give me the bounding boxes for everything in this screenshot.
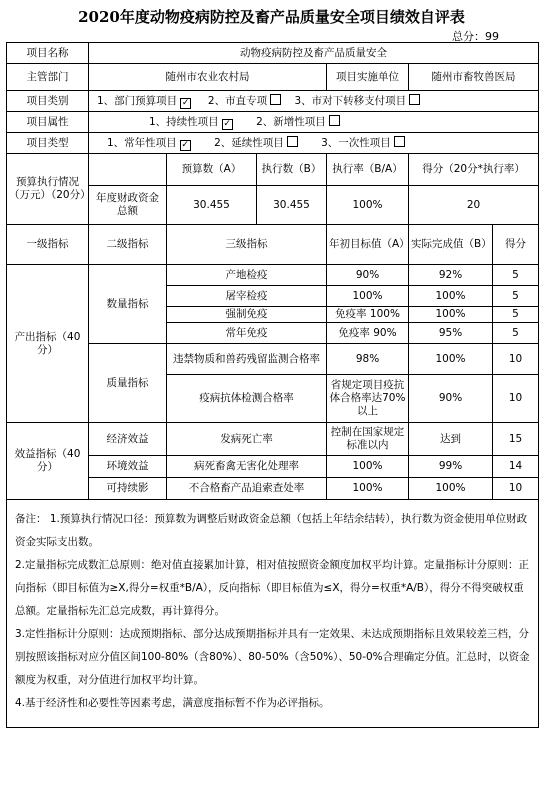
indicator-name: 强制免疫 xyxy=(167,307,327,323)
dept-label: 主管部门 xyxy=(7,64,89,91)
indicator-score: 15 xyxy=(493,423,539,456)
header-level1: 一级指标 xyxy=(7,225,89,265)
indicator-name: 发病死亡率 xyxy=(167,423,327,456)
benefit-label: 效益指标（40分） xyxy=(7,423,89,500)
indicator-actual: 95% xyxy=(409,323,493,344)
indicator-score: 10 xyxy=(493,344,539,375)
header-actual: 实际完成值（B） xyxy=(409,225,493,265)
indicator-actual: 90% xyxy=(409,375,493,423)
indicator-name: 常年免疫 xyxy=(167,323,327,344)
checkbox-icon[interactable]: ✓ xyxy=(181,97,190,108)
dept-value: 随州市农业农村局 xyxy=(89,64,327,91)
benefit-sub: 环境效益 xyxy=(89,456,167,478)
project-name-label: 项目名称 xyxy=(7,43,89,64)
category-label: 项目类别 xyxy=(7,91,89,112)
indicator-target: 免疫率 90% xyxy=(327,323,409,344)
qual-label: 质量指标 xyxy=(89,344,167,423)
budget-row-label: 年度财政资金总额 xyxy=(89,186,167,225)
checkbox-icon[interactable]: ✓ xyxy=(181,139,189,150)
note-2: 2.定量指标完成数汇总原则：绝对值直接累加计算，相对值按照资金额度加权平均计算。定量指标计分原则：正向指标（即目标值为≥X,得分=权重*B/A），反向指标（即目标值为≤X，得分=权重*A/B），得分不得突破权重总额。定量指标先汇总完成数，再计算得分。 xyxy=(15,559,530,617)
indicator-target: 98% xyxy=(327,344,409,375)
checkbox-icon[interactable] xyxy=(394,136,405,147)
indicator-target: 100% xyxy=(327,456,409,478)
checkbox-icon[interactable] xyxy=(287,136,298,147)
indicator-score: 5 xyxy=(493,265,539,286)
indicator-actual: 99% xyxy=(409,456,493,478)
indicator-name: 疫病抗体检测合格率 xyxy=(167,375,327,423)
qty-label: 数量指标 xyxy=(89,265,167,344)
indicator-target: 100% xyxy=(327,286,409,307)
indicator-actual: 92% xyxy=(409,265,493,286)
header-score: 得分 xyxy=(493,225,539,265)
row-indicator-header xyxy=(7,225,539,265)
impl-label: 项目实施单位 xyxy=(327,64,409,91)
indicator-name: 产地检疫 xyxy=(167,265,327,286)
category-opt-2: 2、市直专项 xyxy=(207,94,268,107)
indicator-score: 10 xyxy=(493,375,539,423)
checkbox-icon[interactable]: ✓ xyxy=(223,118,231,129)
type-label: 项目类型 xyxy=(7,133,89,154)
header-level2: 二级指标 xyxy=(89,225,167,265)
row-type xyxy=(7,133,539,154)
indicator-name: 违禁物质和兽药残留监测合格率 xyxy=(167,344,327,375)
indicator-actual: 100% xyxy=(409,307,493,323)
attribute-options xyxy=(89,112,539,133)
row-attribute xyxy=(7,112,539,133)
budget-header-b: 执行数（B） xyxy=(257,154,327,186)
budget-header-score: 得分（20分*执行率） xyxy=(409,154,539,186)
budget-value-rate: 100% xyxy=(327,186,409,225)
attribute-label: 项目属性 xyxy=(7,112,89,133)
indicator-score: 5 xyxy=(493,307,539,323)
indicator-actual: 100% xyxy=(409,286,493,307)
indicator-score: 14 xyxy=(493,456,539,478)
attribute-opt-1: 1、持续性项目 xyxy=(149,115,219,128)
category-options xyxy=(89,91,539,112)
checkbox-icon[interactable] xyxy=(329,115,340,126)
category-opt-3: 3、市对下转移支付项目 xyxy=(294,94,407,107)
indicator-target: 免疫率 100% xyxy=(327,307,409,323)
indicator-name: 不合格畜产品追索查处率 xyxy=(167,478,327,500)
note-3: 3.定性指标计分原则：达成预期指标、部分达成预期指标并具有一定效果、未达成预期指标且效果较差三档，分别按照该指标对应分值区间100-80%（含80%）、80-50%（含50%）、50-0%合理确定分值。汇总时，以资金额度为权重，对分值进行加权平均计算。 xyxy=(15,628,530,686)
project-name-value: 动物疫病防控及畜产品质量安全 xyxy=(89,43,539,64)
checkbox-icon[interactable] xyxy=(409,94,420,105)
note-4: 4.基于经济性和必要性等因素考虑，满意度指标暂不作为必评指标。 xyxy=(15,697,330,709)
indicator-name: 病死畜禽无害化处理率 xyxy=(167,456,327,478)
benefit-sub: 经济效益 xyxy=(89,423,167,456)
budget-value-score: 20 xyxy=(409,186,539,225)
budget-value-b: 30.455 xyxy=(257,186,327,225)
total-score: 总分：99 xyxy=(452,30,499,43)
row-budget-header xyxy=(7,154,539,186)
budget-header-a: 预算数（A） xyxy=(167,154,257,186)
budget-header-rate: 执行率（B/A） xyxy=(327,154,409,186)
indicator-actual: 达到 xyxy=(409,423,493,456)
row-project-name xyxy=(7,43,539,64)
header-level3: 三级指标 xyxy=(167,225,327,265)
indicator-target: 省规定项目疫抗体合格率达70%以上 xyxy=(327,375,409,423)
row-dept xyxy=(7,64,539,91)
row-notes xyxy=(7,500,539,728)
indicator-target: 100% xyxy=(327,478,409,500)
indicator-name: 屠宰检疫 xyxy=(167,286,327,307)
table-row xyxy=(7,423,539,456)
budget-corner xyxy=(89,154,167,186)
table-row xyxy=(7,265,539,286)
evaluation-table xyxy=(6,42,539,728)
category-opt-1: 1、部门预算项目 xyxy=(97,94,178,107)
budget-label: 预算执行情况（万元）（20分） xyxy=(7,154,89,225)
indicator-score: 5 xyxy=(493,323,539,344)
indicator-score: 10 xyxy=(493,478,539,500)
indicator-target: 控制在国家规定标准以内 xyxy=(327,423,409,456)
impl-value: 随州市畜牧兽医局 xyxy=(409,64,539,91)
output-label: 产出指标（40分） xyxy=(7,265,89,423)
header-target: 年初目标值（A） xyxy=(327,225,409,265)
row-category xyxy=(7,91,539,112)
notes xyxy=(7,500,539,728)
type-opt-1: 1、常年性项目 xyxy=(107,136,177,149)
indicator-actual: 100% xyxy=(409,478,493,500)
type-opt-2: 2、延续性项目 xyxy=(214,136,284,149)
note-1: 备注： 1.预算执行情况口径：预算数为调整后财政资金总额（包括上年结余结转），执行数为资金使用单位财政资金实际支出数。 xyxy=(15,513,528,548)
indicator-target: 90% xyxy=(327,265,409,286)
benefit-sub: 可持续影 xyxy=(89,478,167,500)
type-opt-3: 3、一次性项目 xyxy=(321,136,391,149)
type-options xyxy=(89,133,539,154)
checkbox-icon[interactable] xyxy=(270,94,281,105)
indicator-score: 5 xyxy=(493,286,539,307)
page-title: 2020年度动物疫病防控及畜产品质量安全项目绩效自评表 xyxy=(78,8,465,26)
indicator-actual: 100% xyxy=(409,344,493,375)
budget-value-a: 30.455 xyxy=(167,186,257,225)
attribute-opt-2: 2、新增性项目 xyxy=(256,115,326,128)
